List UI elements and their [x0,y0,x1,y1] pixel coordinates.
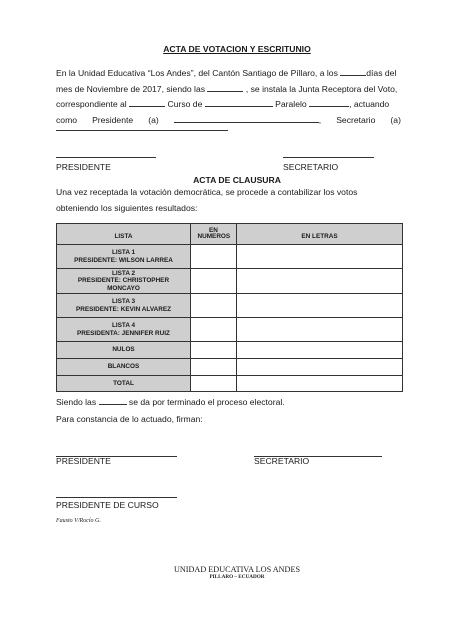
secretary-signature-line [283,157,374,158]
header-lista: LISTA [57,224,191,245]
row-label [57,294,191,318]
letters-cell[interactable] [237,376,403,392]
letters-cell[interactable] [237,318,403,342]
end-text: Siendo las [56,397,97,407]
row-label [57,318,191,342]
president-signature-line [56,157,156,158]
row-label-line: PRESIDENTE: CHRISTOPHER [77,277,170,285]
numbers-cell[interactable] [191,376,237,392]
footer-school: UNIDAD EDUCATIVA LOS ANDES [173,565,301,574]
row-label-line: LISTA 2 [111,269,136,277]
end-statement [56,395,285,407]
intro-text: En la Unidad Educativa “Los Andes”, del Cantón Santiago de Píllaro, a los [56,68,338,78]
secretary-label: SECRETARIO [283,162,339,172]
intro-text: Curso de [167,99,203,109]
numbers-cell[interactable] [191,359,237,376]
row-label [57,269,191,294]
intro-line-2 [56,82,401,98]
blank-field [129,97,165,107]
table-row [57,342,403,359]
row-label: NULOS [57,342,191,359]
intro-text: Presidente [92,114,134,125]
intro-paragraph [56,66,401,128]
document-title: ACTA DE VOTACION Y ESCRITUNIO [163,44,311,54]
table-row [57,359,403,376]
intro-text: Paralelo [275,99,307,109]
numbers-cell[interactable] [191,269,237,294]
letters-cell[interactable] [237,269,403,294]
course-president-signature-line [56,497,177,498]
row-label-line: MONCAYO [107,284,140,292]
secretary-name-line [56,130,228,131]
table-row [57,294,403,318]
row-label: TOTAL [57,376,191,392]
secretary-label: SECRETARIO [254,456,310,466]
footer-location: PILLARO – ECUADOR [209,574,265,580]
end-text: se da por terminado el proceso electoral. [128,397,285,407]
closure-line-1 [56,185,401,201]
row-label-line: PRESIDENTA: JENNIFER RUIZ [77,329,170,337]
time-blank [207,82,243,92]
intro-text: Secretario [336,114,376,125]
intro-line-4 [56,113,401,129]
president-label: PRESIDENTE [56,162,111,172]
row-label: BLANCOS [57,359,191,376]
course-blank [205,97,273,107]
row-label-line: LISTA 1 [111,249,136,256]
numbers-cell[interactable] [191,294,237,318]
table-row [57,318,403,342]
closure-line-2 [56,201,401,217]
header-numeros [191,224,237,245]
end-time-blank [99,395,127,405]
letters-cell[interactable] [237,342,403,359]
letters-cell[interactable] [237,359,403,376]
day-blank [340,66,366,76]
header-numeros-text: EN NUMEROS [197,227,231,240]
letters-cell[interactable] [237,294,403,318]
table-row [57,376,403,392]
constancia-text: Para constancia de lo actuado, firman: [56,414,203,424]
row-label-line: PRESIDENTE: KEVIN ALVAREZ [75,305,172,313]
intro-text: como [56,114,78,125]
intro-text: , actuando [349,99,390,109]
table-header-row [57,224,403,245]
intro-text: días del [366,68,397,78]
table-row [57,245,403,269]
row-label-line: PRESIDENTE: WILSON LARREA [74,256,173,264]
president-label: PRESIDENTE [56,456,111,466]
row-label-line: LISTA 4 [111,322,136,329]
intro-line-3 [56,97,401,113]
intro-text: , [318,114,322,125]
numbers-cell[interactable] [191,342,237,359]
closure-text: Una vez receptada la votación democrática, se procede a contabilizar los votos [56,187,358,197]
intro-text: mes de Noviembre de 2017, siendo las [56,83,206,94]
intro-line-1 [56,66,401,82]
numbers-cell[interactable] [191,318,237,342]
results-table [56,223,403,392]
course-president-label: PRESIDENTE DE CURSO [56,500,159,510]
closure-text: obteniendo los siguientes resultados: [56,202,198,213]
row-label-line: LISTA 3 [111,298,136,305]
intro-text: , se instala la Junta Receptora del Voto, [245,83,398,94]
president-name-blank [174,113,322,125]
paralelo-blank [309,97,349,107]
numbers-cell[interactable] [191,245,237,269]
intro-text: (a) [148,114,159,125]
intro-text: correspondiente al [56,99,127,109]
header-letras: EN LETRAS [237,224,403,245]
letters-cell[interactable] [237,245,403,269]
author-initials: Fausto V/Rocío G. [56,518,101,524]
row-label [57,245,191,269]
closure-paragraph [56,185,401,216]
intro-text: (a) [390,114,401,125]
table-row [57,269,403,294]
closure-title: ACTA DE CLAUSURA [193,175,281,185]
